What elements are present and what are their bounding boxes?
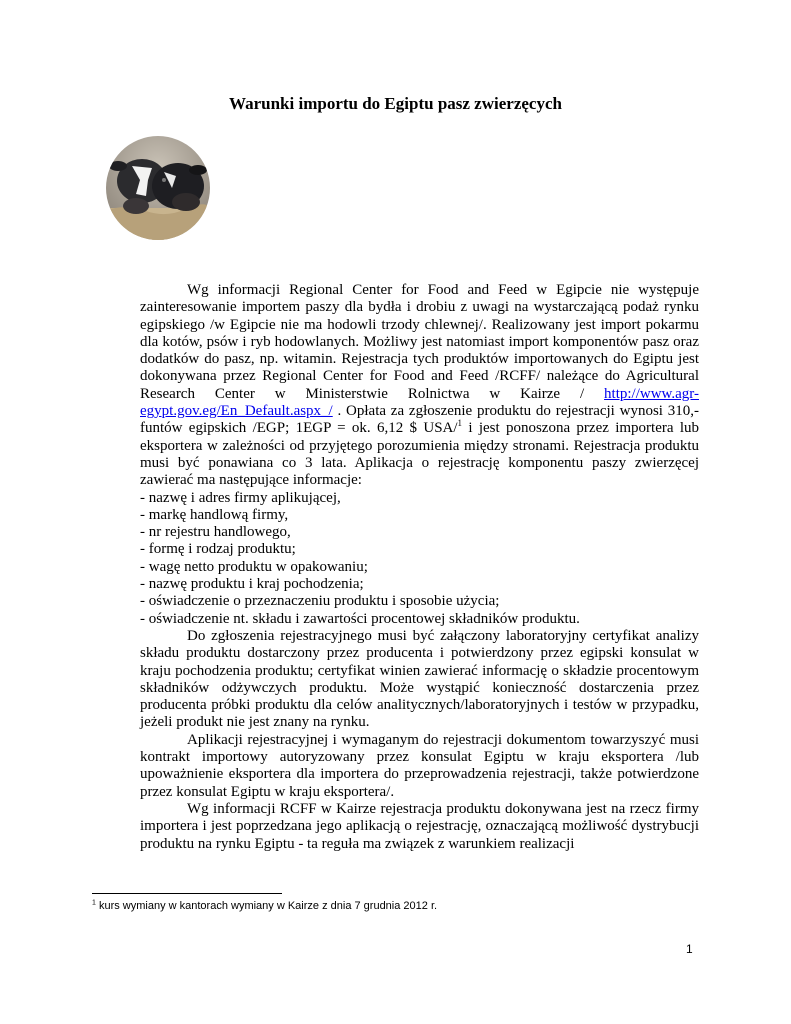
footnote-text: kurs wymiany w kantorach wymiany w Kairze z dnia 7 grudnia 2012 r. <box>95 900 438 912</box>
list-item: - markę handlową firmy, <box>140 506 289 523</box>
paragraph-4: Wg informacji RCFF w Kairze rejestracja produktu dokonywana jest na rzecz firmy importera i jest poprzedzana jego aplikacją o rejestrację, oznaczającą możliwość dystrybucji produktu na rynku Egiptu - ta reguła ma związek z warunkiem realizacji <box>140 800 699 852</box>
list-item: - nr rejestru handlowego, <box>140 524 291 541</box>
cows-photo <box>106 136 210 240</box>
page-number: 1 <box>686 942 693 956</box>
paragraph-1-fee-text: . Opłata za zgłoszenie produktu do rejestracji wynosi 310,- funtów egipskich /EGP; 1EGP = ok. 6,12 $ USA/ <box>140 403 699 437</box>
footnote <box>92 900 437 912</box>
document-title: Warunki importu do Egiptu pasz zwierzęcych <box>229 94 562 113</box>
registration-link[interactable]: http://www.agr-egypt.gov.eg/En_Default.aspx_/ <box>140 385 699 420</box>
footnote-separator <box>92 893 282 894</box>
paragraph-1-text: Wg informacji Regional Center for Food and Feed w Egipcie nie występuje zainteresowanie importem paszy dla bydła i drobiu z uwagi na wystarczającą podaż rynku egipskiego /w Egipcie nie ma hodowli trzody chlewnej/. Realizowany jest import pokarmu dla kotów, psów i ryb hodowlanych. Możliwy jest natomiast import komponentów pasz oraz dodatków do pasz, np. witamin. Rejestracja tych produktów importowanych do Egiptu jest dokonywana przez Regional Center for Food and Feed /RCFF/ należące do Agricultural Research Center w Ministerstwie Rolnictwa w Kairze / <box>140 282 699 402</box>
paragraph-1-rest: i jest ponoszona przez importera lub eksportera w zależności od przyjętego porozumienia między stronami. Rejestracja produktu musi być ponawiana co 3 lata. Aplikacja o rejestrację komponentu paszy zwierzęcej zawierać ma następujące informacje: <box>140 420 699 489</box>
footnote-number: 1 <box>92 899 96 907</box>
list-item: - oświadczenie o przeznaczeniu produktu i sposobie użycia; <box>140 593 500 610</box>
list-item: - nazwę i adres firmy aplikującej, <box>140 489 341 506</box>
footnote-ref: 1 <box>457 418 463 429</box>
list-item: - formę i rodzaj produktu; <box>140 541 296 558</box>
paragraph-2: Do zgłoszenia rejestracyjnego musi być załączony laboratoryjny certyfikat analizy składu produktu dostarczony przez producenta i potwierdzony przez egipski konsulat w kraju pochodzenia produktu; certyfikat winien zawierać informację o składzie procentowym składników odżywczych produktu. Może wystąpić konieczność dostarczenia przez producenta próbki produktu dla celów analitycznych/laboratoryjnych i testów w przypadku, jeżeli produkt nie jest znany na rynku. <box>140 627 699 731</box>
document-body <box>140 282 699 853</box>
cows-image <box>106 136 210 240</box>
requirements-list <box>140 490 699 628</box>
paragraph-1 <box>140 282 699 490</box>
list-item: - nazwę produktu i kraj pochodzenia; <box>140 576 364 593</box>
list-item: - wagę netto produktu w opakowaniu; <box>140 558 368 575</box>
list-item: - oświadczenie nt. składu i zawartości procentowej składników produktu. <box>140 610 580 627</box>
paragraph-3: Aplikacji rejestracyjnej i wymaganym do rejestracji dokumentom towarzyszyć musi kontrakt importowy autoryzowany przez konsulat Egiptu w kraju eksportera /lub upoważnienie eksportera dla importera do przeprowadzenia rejestracji, także potwierdzone przez konsulat Egiptu w kraju eksportera/. <box>140 731 699 800</box>
